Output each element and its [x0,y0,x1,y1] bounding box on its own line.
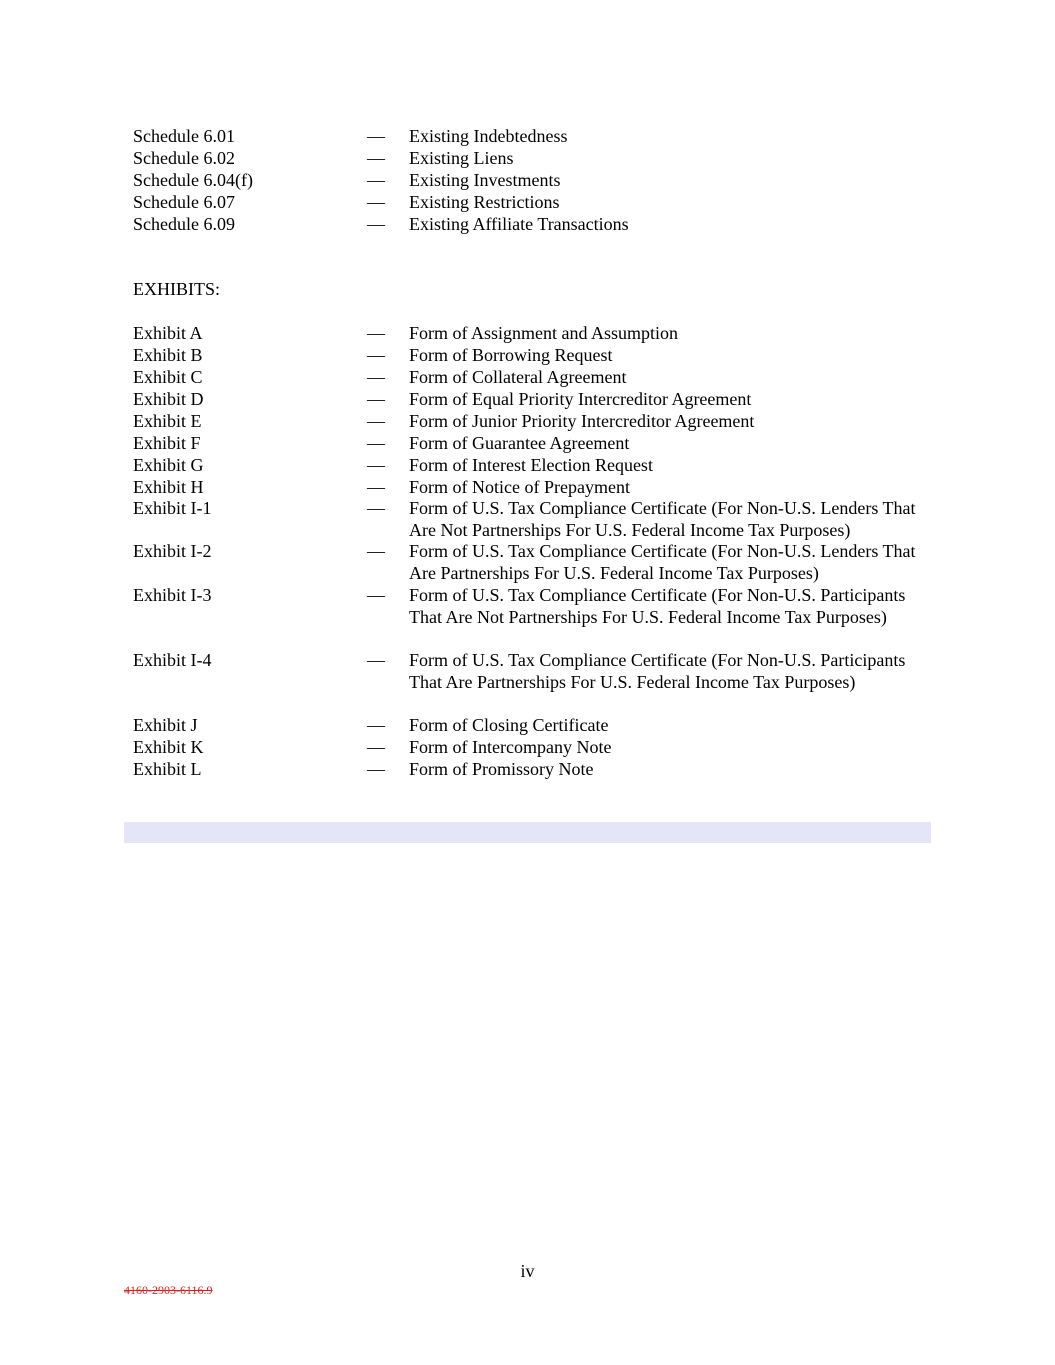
shaded-band [124,822,931,843]
schedule-description: Existing Investments [409,170,561,190]
exhibit-row [133,344,933,366]
schedule-label: Schedule 6.04(f) [133,170,253,190]
exhibit-description: Form of U.S. Tax Compliance Certificate (For Non-U.S. Participants That Are Not Partnerships For U.S. Federal Income Tax Purposes) [409,585,906,627]
exhibit-label: Exhibit J [133,715,198,735]
exhibit-description: Form of U.S. Tax Compliance Certificate (For Non-U.S. Lenders That Are Partnerships For U.S. Federal Income Tax Purposes) [409,541,916,583]
schedule-label: Schedule 6.09 [133,214,235,234]
exhibit-label: Exhibit K [133,737,204,757]
schedule-label: Schedule 6.07 [133,192,235,212]
exhibit-description: Form of U.S. Tax Compliance Certificate (For Non-U.S. Participants That Are Partnerships For U.S. Federal Income Tax Purposes) [409,650,906,692]
em-dash: — [367,214,385,234]
schedule-description: Existing Restrictions [409,192,560,212]
em-dash: — [367,737,385,757]
exhibit-row [133,540,933,584]
em-dash: — [367,650,385,670]
em-dash: — [367,411,385,431]
em-dash: — [367,323,385,343]
exhibit-row [133,584,933,628]
exhibit-description: Form of Intercompany Note [409,737,612,757]
page-number: iv [520,1261,535,1281]
schedule-description: Existing Indebtedness [409,126,568,146]
em-dash: — [367,367,385,387]
exhibit-description: Form of Collateral Agreement [409,367,627,387]
exhibit-label: Exhibit A [133,323,203,343]
exhibit-row [133,714,933,736]
exhibit-row [133,388,933,410]
exhibit-row [133,649,933,693]
exhibit-description: Form of Promissory Note [409,759,594,779]
exhibit-row [133,410,933,432]
exhibits-heading: EXHIBITS: [133,279,220,299]
exhibit-label: Exhibit F [133,433,201,453]
exhibit-description: Form of Junior Priority Intercreditor Agreement [409,411,755,431]
schedule-row [133,169,933,191]
exhibit-row [133,497,933,541]
em-dash: — [367,389,385,409]
em-dash: — [367,170,385,190]
schedule-label: Schedule 6.01 [133,126,235,146]
schedule-row [133,147,933,169]
exhibit-row [133,758,933,780]
em-dash: — [367,498,385,518]
schedule-description: Existing Affiliate Transactions [409,214,629,234]
em-dash: — [367,715,385,735]
exhibit-label: Exhibit I-2 [133,541,212,561]
exhibit-description: Form of Notice of Prepayment [409,477,630,497]
exhibit-label: Exhibit I-3 [133,585,212,605]
em-dash: — [367,148,385,168]
exhibit-label: Exhibit I-1 [133,498,212,518]
exhibit-row [133,476,933,498]
exhibit-label: Exhibit G [133,455,204,475]
exhibit-label: Exhibit L [133,759,202,779]
em-dash: — [367,345,385,365]
exhibit-row [133,322,933,344]
em-dash: — [367,126,385,146]
exhibit-description: Form of Interest Election Request [409,455,653,475]
em-dash: — [367,585,385,605]
exhibit-label: Exhibit C [133,367,203,387]
schedule-label: Schedule 6.02 [133,148,235,168]
schedule-row [133,125,933,147]
exhibit-description: Form of Borrowing Request [409,345,613,365]
exhibit-row [133,454,933,476]
em-dash: — [367,541,385,561]
schedule-row [133,191,933,213]
exhibit-description: Form of Equal Priority Intercreditor Agreement [409,389,752,409]
schedule-row [133,213,933,235]
exhibit-row [133,736,933,758]
em-dash: — [367,433,385,453]
exhibit-row [133,366,933,388]
exhibit-description: Form of Closing Certificate [409,715,609,735]
exhibit-label: Exhibit E [133,411,202,431]
exhibit-label: Exhibit H [133,477,204,497]
em-dash: — [367,192,385,212]
em-dash: — [367,759,385,779]
exhibit-description: Form of U.S. Tax Compliance Certificate (For Non-U.S. Lenders That Are Not Partnerships For U.S. Federal Income Tax Purposes) [409,498,916,540]
exhibit-description: Form of Assignment and Assumption [409,323,679,343]
schedule-description: Existing Liens [409,148,514,168]
em-dash: — [367,477,385,497]
em-dash: — [367,455,385,475]
document-id: 4160-2903-6116.9 [124,1283,213,1297]
exhibit-label: Exhibit I-4 [133,650,212,670]
exhibit-row [133,432,933,454]
exhibit-label: Exhibit D [133,389,204,409]
exhibit-label: Exhibit B [133,345,203,365]
exhibit-description: Form of Guarantee Agreement [409,433,630,453]
